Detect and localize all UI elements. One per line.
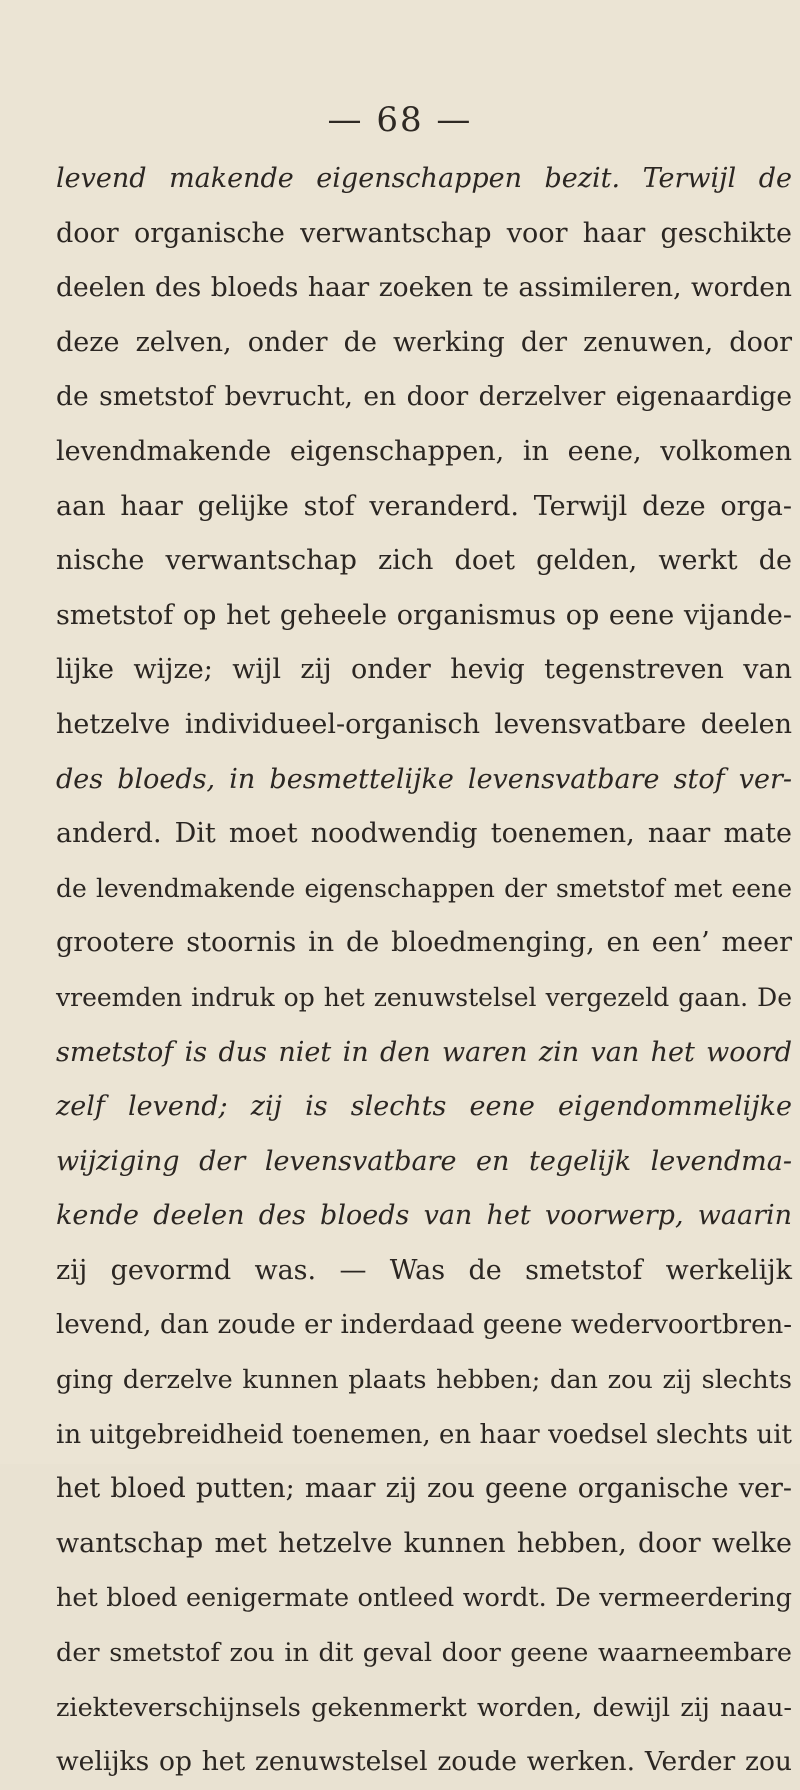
body-text (56, 152, 792, 1790)
text-line: levend makende eigenschappen bezit. Terwijl de (56, 163, 792, 194)
text-line: smetstof op het geheele organismus op eene vijande- (56, 599, 792, 631)
text-line: welijks op het zenuwstelsel zoude werken. Verder zou (56, 1746, 792, 1778)
text-line: de levendmakende eigenschappen der smetstof met eene (56, 873, 792, 903)
text-line: deelen des bloeds haar zoeken te assimileren, worden (56, 272, 792, 304)
page-number: — 68 — (327, 100, 473, 140)
text-line: levendmakende eigenschappen, in eene, volkomen (56, 435, 792, 467)
text-line: lijke wijze; wijl zij onder hevig tegenstreven van (56, 654, 792, 686)
text-line: wijziging der levensvatbare en tegelijk levendma- (56, 1145, 792, 1177)
text-line: der smetstof zou in dit geval door geene waarneembare (56, 1638, 792, 1669)
text-line: smetstof is dus niet in den waren zin van het woord (56, 1036, 792, 1068)
text-line: vreemden indruk op het zenuwstelsel vergezeld gaan. De (56, 982, 792, 1012)
text-line: door organische verwantschap voor haar geschikte (56, 217, 792, 249)
text-line: nische verwantschap zich doet gelden, werkt de (56, 545, 792, 577)
text-line: wantschap met hetzelve kunnen hebben, door welke (56, 1527, 792, 1559)
text-line: levend, dan zoude er inderdaad geene wedervoortbren- (56, 1310, 792, 1341)
text-line: deze zelven, onder de werking der zenuwen, door (56, 326, 792, 358)
text-line: ziekteverschijnsels gekenmerkt worden, dewijl zij naau- (56, 1692, 792, 1723)
text-line: hetzelve individueel-organisch levensvatbare deelen (56, 708, 792, 740)
text-line: de smetstof bevrucht, en door derzelver eigenaardige (56, 381, 792, 413)
text-line: het bloed eenigermate ontleed wordt. De vermeerdering (56, 1583, 792, 1614)
text-line: aan haar gelijke stof veranderd. Terwijl deze orga- (56, 490, 792, 522)
text-line: zij gevormd was. — Was de smetstof werkelijk (56, 1254, 792, 1286)
text-line: des bloeds, in besmettelijke levensvatbare stof ver- (56, 763, 792, 795)
text-line: anderd. Dit moet noodwendig toenemen, naar mate (56, 818, 792, 850)
text-line: het bloed putten; maar zij zou geene organische ver- (56, 1473, 792, 1505)
text-line: kende deelen des bloeds van het voorwerp, waarin (56, 1200, 792, 1232)
text-line: ging derzelve kunnen plaats hebben; dan zou zij slechts (56, 1365, 792, 1396)
text-line: grootere stoornis in de bloedmenging, en een’ meer (56, 927, 792, 959)
text-line: zelf levend; zij is slechts eene eigendommelijke (56, 1091, 792, 1123)
text-line: in uitgebreidheid toenemen, en haar voedsel slechts uit (56, 1419, 792, 1450)
